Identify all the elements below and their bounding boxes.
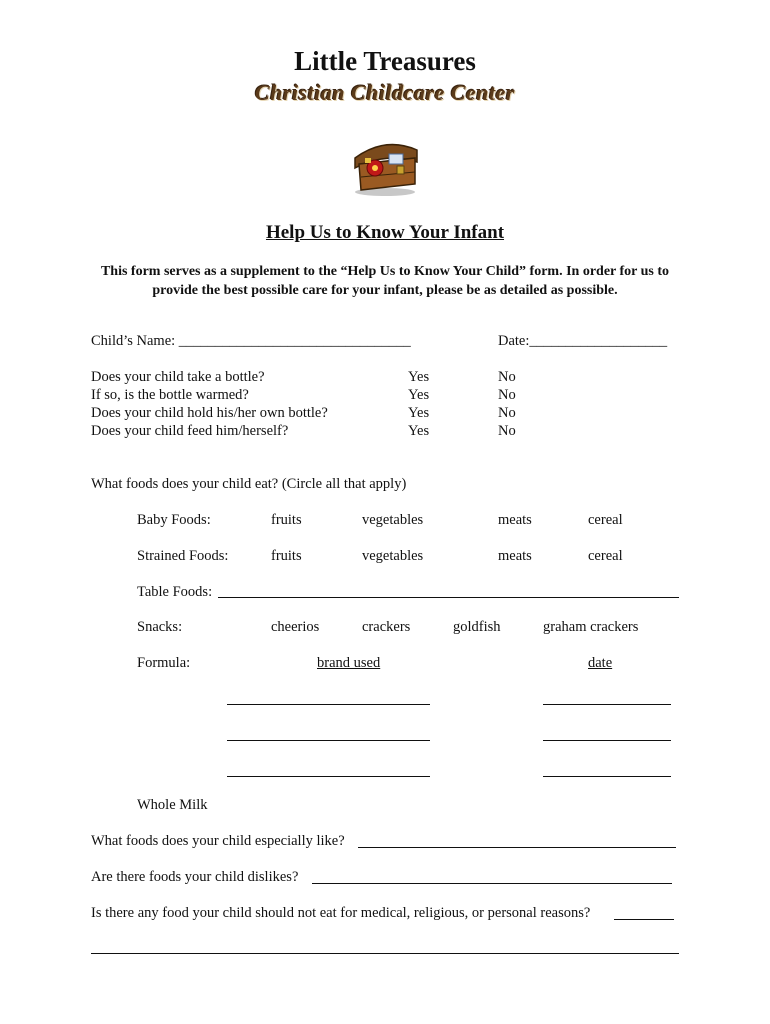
formula-brand-line[interactable] [227, 740, 430, 741]
strained-foods-option[interactable]: vegetables [362, 548, 424, 564]
likes-question: What foods does your child especially like? [91, 833, 345, 849]
center-subtitle: Christian Childcare Center [255, 80, 515, 105]
snack-option[interactable]: cheerios [271, 619, 320, 635]
restrictions-answer-line-2[interactable] [91, 953, 679, 954]
form-title: Help Us to Know Your Infant [265, 222, 505, 243]
formula-date-line[interactable] [543, 776, 671, 777]
question-bottle-warmed: If so, is the bottle warmed? [91, 387, 249, 403]
intro-paragraph: This form serves as a supplement to the “Help Us to Know Your Child” form. In order for us to provide the best possible care for your infant, please be as detailed as possible. [100, 264, 670, 298]
formula-date-line[interactable] [543, 740, 671, 741]
no-option[interactable]: No [498, 387, 516, 403]
question-takes-bottle: Does your child take a bottle? [91, 369, 265, 385]
yes-option[interactable]: Yes [408, 405, 430, 421]
formula-label: Formula: [137, 655, 191, 671]
foods-prompt: What foods does your child eat? (Circle all that apply) [91, 476, 407, 492]
formula-brand-header: brand used [317, 655, 381, 671]
treasure-chest-icon [345, 128, 425, 198]
yes-option[interactable]: Yes [408, 423, 430, 439]
formula-date-line[interactable] [543, 704, 671, 705]
strained-foods-option[interactable]: cereal [588, 548, 623, 564]
no-option[interactable]: No [498, 369, 516, 385]
baby-foods-option[interactable]: vegetables [362, 512, 424, 528]
yes-option[interactable]: Yes [408, 387, 430, 403]
snack-option[interactable]: graham crackers [543, 619, 639, 635]
formula-brand-line[interactable] [227, 776, 430, 777]
snacks-label: Snacks: [137, 619, 183, 635]
restrictions-answer-line[interactable] [614, 919, 674, 920]
snack-option[interactable]: crackers [362, 619, 411, 635]
table-foods-line[interactable] [218, 597, 679, 598]
childs-name-field[interactable]: Child’s Name: ________________________________ [91, 333, 411, 349]
strained-foods-option[interactable]: meats [498, 548, 532, 564]
formula-brand-line[interactable] [227, 704, 430, 705]
table-foods-label: Table Foods: [137, 584, 213, 600]
question-holds-bottle: Does your child hold his/her own bottle? [91, 405, 328, 421]
whole-milk-label: Whole Milk [137, 797, 208, 813]
snack-option[interactable]: goldfish [453, 619, 501, 635]
baby-foods-option[interactable]: fruits [271, 512, 302, 528]
baby-foods-label: Baby Foods: [137, 512, 211, 528]
no-option[interactable]: No [498, 423, 516, 439]
formula-date-header: date [588, 655, 613, 671]
no-option[interactable]: No [498, 405, 516, 421]
strained-foods-option[interactable]: fruits [271, 548, 302, 564]
dislikes-answer-line[interactable] [312, 883, 672, 884]
strained-foods-label: Strained Foods: [137, 548, 229, 564]
date-field[interactable]: Date:___________________ [498, 333, 668, 349]
baby-foods-option[interactable]: cereal [588, 512, 623, 528]
center-name: Little Treasures [294, 46, 476, 76]
restrictions-question: Is there any food your child should not eat for medical, religious, or personal reasons? [91, 905, 591, 921]
question-feeds-self: Does your child feed him/herself? [91, 423, 289, 439]
dislikes-question: Are there foods your child dislikes? [91, 869, 299, 885]
likes-answer-line[interactable] [358, 847, 676, 848]
yes-option[interactable]: Yes [408, 369, 430, 385]
baby-foods-option[interactable]: meats [498, 512, 532, 528]
